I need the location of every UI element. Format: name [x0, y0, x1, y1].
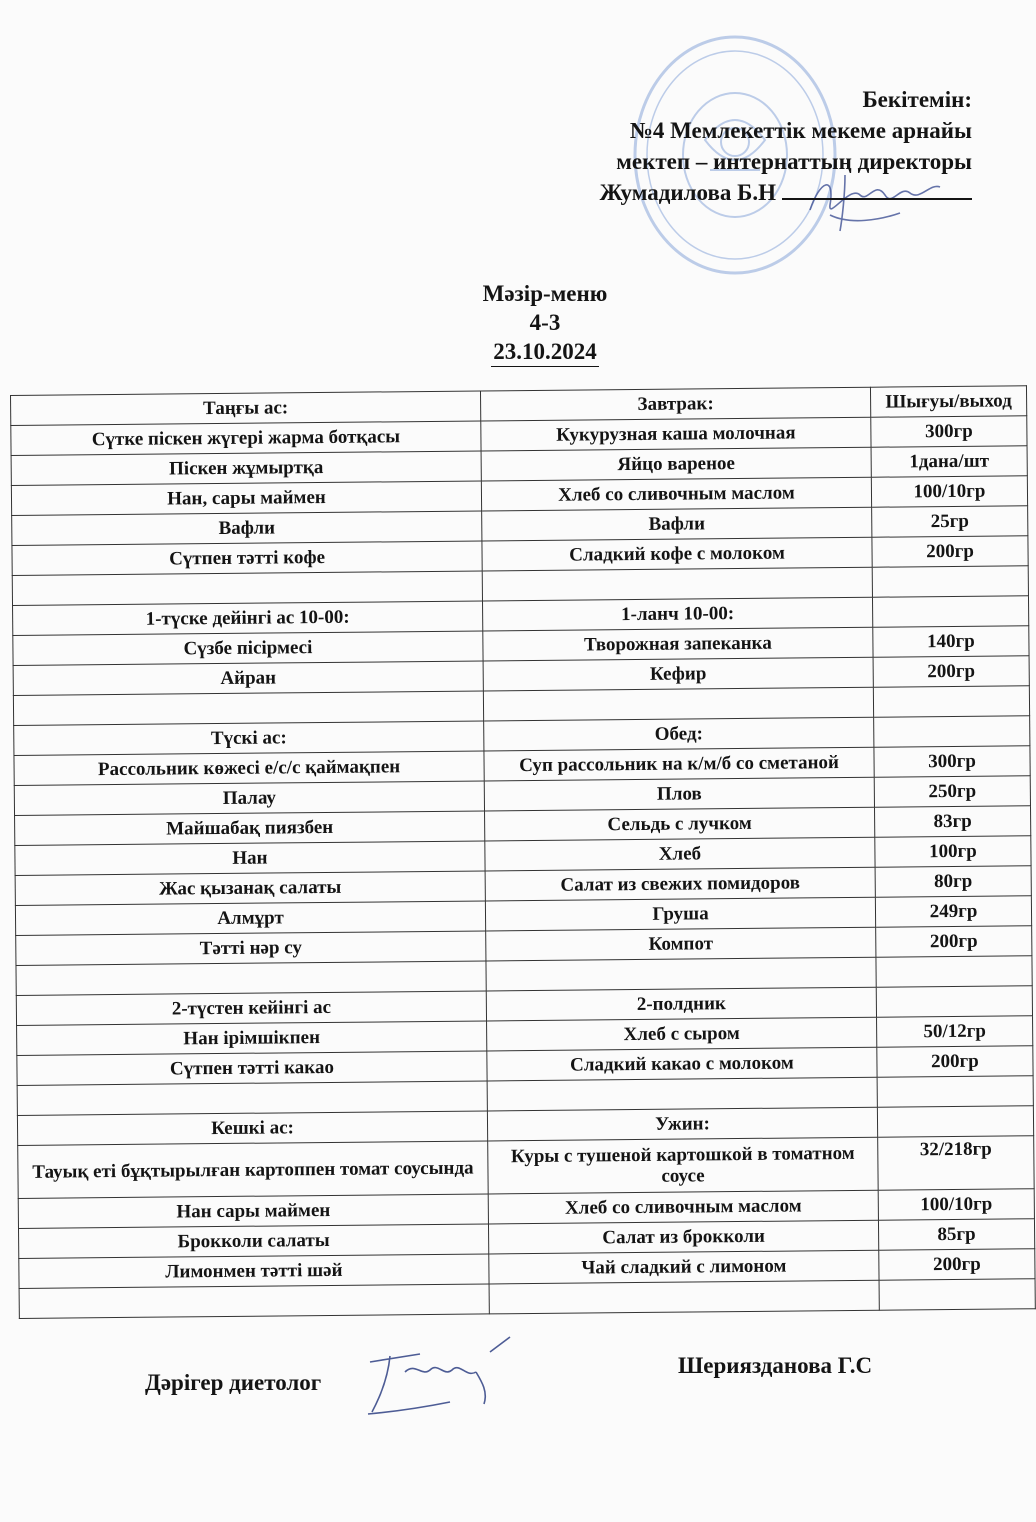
kazakh-cell: Палау — [14, 781, 484, 816]
russian-cell: 2-полдник — [486, 987, 876, 1021]
russian-cell: Кефир — [483, 657, 873, 691]
quantity-cell: 200гр — [879, 1249, 1035, 1280]
approval-director-line — [492, 177, 972, 208]
kazakh-cell: Вафли — [12, 511, 482, 546]
director-name: Жумадилова Б.Н — [599, 180, 776, 205]
russian-cell: Кукурузная каша молочная — [481, 417, 871, 451]
kazakh-cell: Нан сары маймен — [18, 1194, 488, 1229]
russian-cell: Ужин: — [487, 1107, 877, 1141]
signature-line — [782, 178, 972, 200]
menu-table — [10, 385, 1036, 1319]
russian-cell: Груша — [485, 897, 875, 931]
quantity-cell: 100/10гр — [871, 476, 1027, 507]
quantity-cell: 250гр — [874, 776, 1030, 807]
quantity-cell — [877, 1106, 1033, 1137]
kazakh-cell: Сүтпен тәтті какао — [17, 1051, 487, 1086]
russian-cell: Хлеб — [485, 837, 875, 871]
approval-block — [492, 84, 972, 208]
quantity-cell: 200гр — [876, 926, 1032, 957]
quantity-cell: 85гр — [878, 1219, 1034, 1250]
kazakh-cell: Піскен жұмыртқа — [11, 451, 481, 486]
russian-cell: Куры с тушеной картошкой в томатном соусе — [488, 1137, 878, 1194]
russian-cell: Завтрак: — [480, 387, 870, 421]
kazakh-cell — [19, 1284, 489, 1319]
russian-cell: Плов — [484, 777, 874, 811]
russian-cell: Чай сладкий с лимоном — [489, 1250, 879, 1284]
kazakh-cell: Сүтке піскен жүгері жарма ботқасы — [11, 421, 481, 456]
kazakh-cell — [17, 1081, 487, 1116]
kazakh-cell: Нан, сары маймен — [11, 481, 481, 516]
quantity-cell — [874, 716, 1030, 747]
russian-cell: Салат из свежих помидоров — [485, 867, 875, 901]
russian-cell: Творожная запеканка — [483, 627, 873, 661]
quantity-cell — [873, 686, 1029, 717]
kazakh-cell: 1-түске дейінгі ас 10-00: — [13, 601, 483, 636]
russian-cell: 1-ланч 10-00: — [482, 597, 872, 631]
quantity-cell — [872, 566, 1028, 597]
dietitian-role: Дәрігер диетолог — [145, 1370, 322, 1395]
quantity-cell: 200гр — [873, 656, 1029, 687]
kazakh-cell: Таңғы ас: — [11, 391, 481, 426]
dietitian-signature — [360, 1332, 520, 1422]
russian-cell — [487, 1077, 877, 1111]
kazakh-cell: Нан ірімшікпен — [17, 1021, 487, 1056]
approval-institution: №4 Мемлекеттік мекеме арнайы — [629, 118, 972, 143]
kazakh-cell: Сүтпен тәтті кофе — [12, 541, 482, 576]
quantity-cell: 25гр — [872, 506, 1028, 537]
russian-cell: Обед: — [484, 717, 874, 751]
russian-cell: Хлеб со сливочным маслом — [481, 477, 871, 511]
russian-cell — [482, 567, 872, 601]
table-row — [18, 1136, 1034, 1199]
kazakh-cell: Кешкі ас: — [17, 1111, 487, 1146]
russian-cell: Вафли — [482, 507, 872, 541]
quantity-cell: 200гр — [872, 536, 1028, 567]
kazakh-cell: Сүзбе пісірмесі — [13, 631, 483, 666]
quantity-cell — [872, 596, 1028, 627]
kazakh-cell: Айран — [13, 661, 483, 696]
russian-cell: Сладкий какао с молоком — [487, 1047, 877, 1081]
russian-cell: Салат из брокколи — [488, 1220, 878, 1254]
quantity-cell: 83гр — [874, 806, 1030, 837]
menu-number: 4-3 — [529, 310, 561, 335]
kazakh-cell: 2-түстен кейінгі ас — [16, 991, 486, 1026]
russian-cell: Суп рассольник на к/м/б со сметаной — [484, 747, 874, 781]
kazakh-cell — [16, 961, 486, 996]
quantity-cell: 100гр — [875, 836, 1031, 867]
menu-title-block — [440, 279, 650, 367]
kazakh-cell: Брокколи салаты — [19, 1224, 489, 1259]
kazakh-cell: Нан — [15, 841, 485, 876]
russian-cell: Компот — [486, 927, 876, 961]
quantity-cell: 300гр — [871, 416, 1027, 447]
russian-cell: Хлеб со сливочным маслом — [488, 1190, 878, 1224]
russian-cell — [486, 957, 876, 991]
russian-cell — [483, 687, 873, 721]
kazakh-cell: Түскі ас: — [14, 721, 484, 756]
menu-table-body — [11, 386, 1036, 1319]
quantity-cell: Шығуы/выход — [870, 386, 1026, 417]
kazakh-cell: Рассольник көжесі е/с/с қаймақпен — [14, 751, 484, 786]
kazakh-cell — [13, 691, 483, 726]
quantity-cell: 300гр — [874, 746, 1030, 777]
menu-date: 23.10.2024 — [491, 337, 599, 367]
quantity-cell — [876, 986, 1032, 1017]
menu-title: Мәзір-меню — [482, 281, 608, 306]
russian-cell: Яйцо вареное — [481, 447, 871, 481]
quantity-cell — [877, 1076, 1033, 1107]
dietitian-name: Шериязданова Г.С — [678, 1353, 873, 1378]
kazakh-cell: Жас қызанақ салаты — [15, 871, 485, 906]
russian-cell: Хлеб с сыром — [487, 1017, 877, 1051]
quantity-cell — [876, 956, 1032, 987]
kazakh-cell: Лимонмен тәтті шәй — [19, 1254, 489, 1289]
kazakh-cell — [12, 571, 482, 606]
approval-position: мектеп – интернаттың директоры — [616, 149, 972, 174]
quantity-cell: 249гр — [875, 896, 1031, 927]
kazakh-cell: Майшабақ пиязбен — [15, 811, 485, 846]
approval-heading: Бекітемін: — [862, 87, 972, 112]
quantity-cell — [879, 1279, 1035, 1310]
kazakh-cell: Тауық еті бұқтырылған картоппен томат соусында — [18, 1141, 488, 1199]
quantity-cell: 1дана/шт — [871, 446, 1027, 477]
kazakh-cell: Тәтті нәр су — [16, 931, 486, 966]
quantity-cell: 50/12гр — [877, 1016, 1033, 1047]
russian-cell — [489, 1280, 879, 1314]
quantity-cell: 32/218гр — [878, 1136, 1035, 1190]
russian-cell: Сладкий кофе с молоком — [482, 537, 872, 571]
kazakh-cell: Алмұрт — [15, 901, 485, 936]
russian-cell: Сельдь с лучком — [485, 807, 875, 841]
quantity-cell: 100/10гр — [878, 1189, 1034, 1220]
quantity-cell: 200гр — [877, 1046, 1033, 1077]
quantity-cell: 140гр — [873, 626, 1029, 657]
quantity-cell: 80гр — [875, 866, 1031, 897]
